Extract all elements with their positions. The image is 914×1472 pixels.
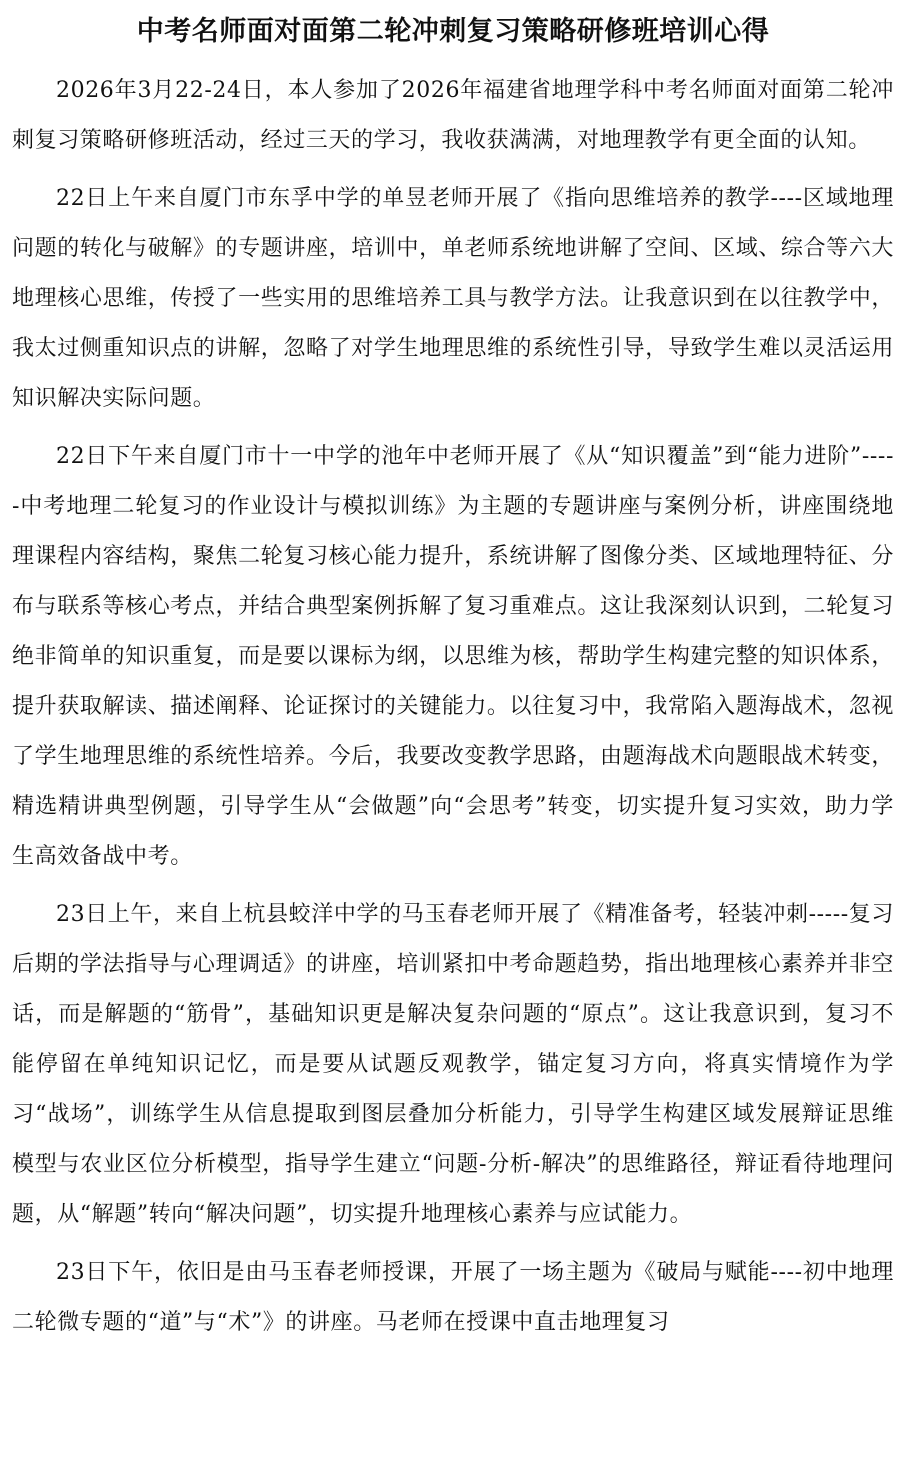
paragraph-4: 23日上午，来自上杭县蛟洋中学的马玉春老师开展了《精准备考，轻装冲刺-----复习后期的学法指导与心理调适》的讲座，培训紧扣中考命题趋势，指出地理核心素养并非空话，而是解题的“筋骨”，基础知识更是解决复杂问题的“原点”。这让我意识到，复习不能停留在单纯知识记忆，而是要从试题反观教学，锚定复习方向，将真实情境作为学习“战场”，训练学生从信息提取到图层叠加分析能力，引导学生构建区域发展辩证思维模型与农业区位分析模型，指导学生建立“问题-分析-解决”的思维路径，辩证看待地理问题，从“解题”转向“解决问题”，切实提升地理核心素养与应试能力。	[12, 902, 894, 1227]
paragraph-5: 23日下午，依旧是由马玉春老师授课，开展了一场主题为《破局与赋能----初中地理二轮微专题的“道”与“术”》的讲座。马老师在授课中直击地理复习	[12, 1260, 894, 1335]
paragraph-3: 22日下午来自厦门市十一中学的池年中老师开展了《从“知识覆盖”到“能力进阶”-----中考地理二轮复习的作业设计与模拟训练》为主题的专题讲座与案例分析，讲座围绕地理课程内容结构，聚焦二轮复习核心能力提升，系统讲解了图像分类、区域地理特征、分布与联系等核心考点，并结合典型案例拆解了复习重难点。这让我深刻认识到，二轮复习绝非简单的知识重复，而是要以课标为纲，以思维为核，帮助学生构建完整的知识体系，提升获取解读、描述阐释、论证探讨的关键能力。以往复习中，我常陷入题海战术，忽视了学生地理思维的系统性培养。今后，我要改变教学思路，由题海战术向题眼战术转变，精选精讲典型例题，引导学生从“会做题”向“会思考”转变，切实提升复习实效，助力学生高效备战中考。	[12, 444, 894, 869]
paragraph-1: 2026年3月22-24日，本人参加了2026年福建省地理学科中考名师面对面第二轮冲刺复习策略研修班活动，经过三天的学习，我收获满满，对地理教学有更全面的认知。	[12, 78, 894, 153]
paragraph-2: 22日上午来自厦门市东孚中学的单昱老师开展了《指向思维培养的教学----区域地理问题的转化与破解》的专题讲座，培训中，单老师系统地讲解了空间、区域、综合等六大地理核心思维，传授了一些实用的思维培养工具与教学方法。让我意识到在以往教学中，我太过侧重知识点的讲解，忽略了对学生地理思维的系统性引导，导致学生难以灵活运用知识解决实际问题。	[12, 186, 894, 411]
document-title: 中考名师面对面第二轮冲刺复习策略研修班培训心得	[136, 16, 770, 47]
